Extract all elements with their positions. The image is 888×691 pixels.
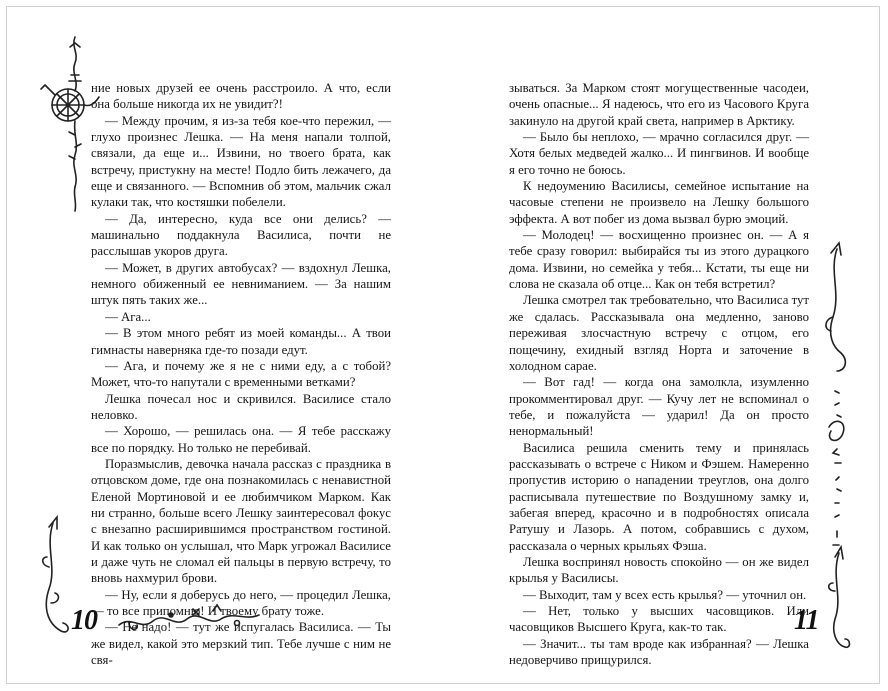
paragraph: — Выходит, там у всех есть крылья? — уточнил он. — [523, 587, 807, 602]
paragraph: — Ну, если я доберусь до него, — процедил Лешка, — то все припомню! И твоему брату тоже. — [91, 587, 391, 618]
book-spread — [6, 6, 880, 684]
paragraph: К недоумению Василисы, семейное испытание на часовые степени не произвело на Лешку большого эффекта. А вот побег из дома вызвал бурю эмоций. — [509, 179, 809, 226]
right-page-text — [509, 80, 809, 668]
paragraph: — В этом много ребят из моей команды... А твои гимнасты наверняка где-то позади едут. — [91, 326, 391, 357]
paragraph: — Может, в других автобусах? — вздохнул Лешка, немного обиженный ее невниманием. — За нашим штук пять таких же... — [91, 260, 391, 308]
left-page-text — [91, 80, 391, 668]
paragraph: Лешка почесал нос и скривился. Василисе стало неловко. — [91, 391, 391, 422]
vine-right-ornament-icon — [815, 241, 859, 661]
paragraph: — Хорошо, — решилась она. — Я тебе расскажу все по порядку. Но только не перебивай. — [91, 424, 391, 455]
paragraph: Василиса решила сменить тему и принялась рассказывать о встрече с Ником и Фэшем. Намеренно пропустив историю о нападении треуглов, она долго расписывала путешествие по Воздушному замку и, забегая вперед, красочно и в подробностях описала Ратушу и Лазорь. А потом, собравшись с духом, рассказала о черных крыльях Фэша. — [509, 440, 809, 553]
paragraph: Поразмыслив, девочка начала рассказ с праздника в отцовском доме, где она познакомилась с ненавистной Еленой Мортиновой и ее любимчиком Марком. Как ни странно, больше всего Лешку заинтересовал фокус с внезапно расширившимся пространством гостиной. И как только он услышал, что Марк угрожал Василисе и даже чуть не сломал ей пальцы в первую встречу, то вновь нахмурил брови. — [91, 456, 391, 586]
paragraph: — Было бы неплохо, — мрачно согласился друг. — Хотя белых медведей жалко... И пингвинов. И вообще я его точно не боюсь. — [509, 130, 809, 177]
paragraph: ние новых друзей ее очень расстроило. А что, если она больше никогда их не увидит?! — [91, 81, 391, 112]
page-number-left: 10 — [71, 605, 97, 636]
paragraph: — Значит... ты там вроде как избранная? — Лешка недоверчиво прищурился. — [509, 636, 809, 668]
page-number-right: 11 — [794, 605, 819, 636]
paragraph: зываться. За Марком стоят могущественные часодеи, очень опасные... Я надеюсь, что его из Часового Круга закинуло на другой край света, например в Арктику. — [509, 81, 809, 128]
paragraph: — Между прочим, я из-за тебя кое-что пережил, — глухо произнес Лешка. — На меня напали толпой, связали, да еще и... Извини, но твоего брата, как встречу, пристукну на месте! Подло бить лежачего, да еще и связанного. — Вспомнив об этом, мальчик сжал кулаки так, что костяшки побелели. — [91, 113, 391, 210]
paragraph: — Ага... — [105, 309, 151, 324]
scroll-swirl-ornament-icon — [35, 507, 75, 647]
paragraph: — Вот гад! — когда она замолкла, изумленно прокомментировал друг. — Кучу лет не вспоминал о тебе, и пожалуйста — ударил! Да он просто ненормальный! — [509, 375, 809, 439]
paragraph: Лешка смотрел так требовательно, что Василиса тут же сдалась. Рассказывала она медленно, заново переживая злосчастную встречу с отцом, его пощечину, ехидный взгляд Норта и заточение в холодном сарае. — [509, 293, 809, 373]
paragraph: — Ага, и почему же я не с ними еду, а с тобой? Может, что-то напутали с временными ветками? — [91, 358, 391, 390]
paragraph: — Да, интересно, куда все они делись? — машинально поддакнула Василиса, почти не расслышав укоров друга. — [91, 211, 391, 259]
paragraph: — Нет, только у высших часовщиков. Или часовщиков Высшего Круга, как-то так. — [509, 604, 809, 635]
paragraph: — Молодец! — восхищенно произнес он. — А я тебе сразу говорил: выбирайся ты из этого дурацкого дома. Извини, но семейка у тебя... Кстати, ты еще ни слова не сказала об отце... Как он тебя встретил? — [509, 228, 809, 292]
paragraph: — Не надо! — тут же испугалась Василиса. — Ты же видел, какой это мерзкий тип. Тебе лучше с ним не свя- — [91, 620, 391, 668]
paragraph: Лешка воспринял новость спокойно — он же видел крылья у Василисы. — [509, 554, 809, 586]
